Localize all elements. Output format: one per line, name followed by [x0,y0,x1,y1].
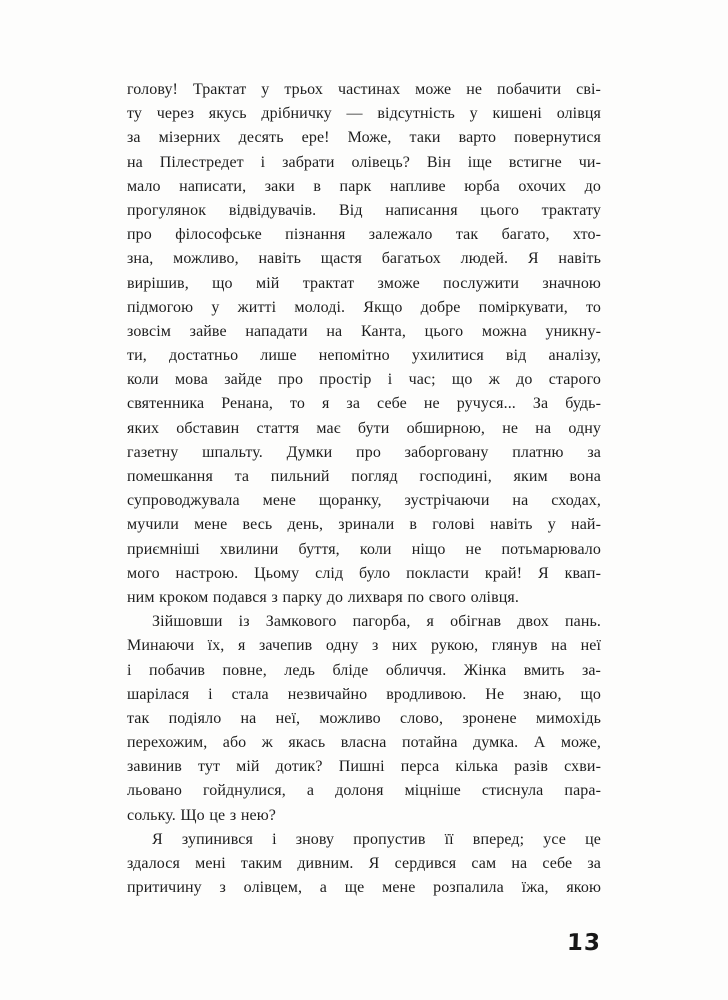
text-line: мого настрою. Цьому слід було покласти край! Я квап- [127,564,601,582]
text-line: про філософське пізнання залежало так багато, хто- [127,226,601,244]
text-line: на Пілестредет і забрати олівець? Він іще встигне чи- [127,153,601,171]
text-line: помешкання та пильний погляд господині, яким вона [127,468,601,485]
text-line: зна, можливо, навіть щастя багатьох людей. Я навіть [127,250,601,268]
text-line: ти, достатньо лише непомітно ухилитися від аналізу, [127,347,601,365]
text-line: притичину з олівцем, а ще мене розпалила їжа, якою [127,879,601,897]
text-line: коли мова зайде про простір і час; що ж до старого [127,371,601,389]
text-line: шарілася і стала незвичайно вродливою. Не знаю, що [127,685,601,703]
text-line: мало написати, заки в парк напливе юрба охочих до [127,177,601,195]
text-line: Я зупинився і знову пропустив її вперед; усе це [152,830,601,848]
text-line: ту через якусь дрібничку — відсутність у кишені олівця [127,105,601,123]
text-line: мучили мене весь день, зринали в голові навіть у най- [127,516,601,534]
text-line: сольку. Що це з нею? [127,806,276,824]
text-line: перехожим, або ж якась власна потайна думка. А може, [127,734,601,752]
text-line: завинив тут мій дотик? Пишні перса кілька разів схви- [127,758,601,776]
text-line: супроводжувала мене щоранку, зустрічаючи на сходах, [127,492,601,510]
text-line: Зійшовши із Замкового пагорба, я обігнав двох пань. [152,613,601,631]
text-line: так подіяло на неї, можливо слово, зронене мимохідь [127,709,601,727]
text-line: підмогою у житті молоді. Якщо добре поміркувати, то [127,298,601,316]
text-line: вирішив, що мій трактат зможе послужити значною [127,274,601,292]
text-line: здалося мені таким дивним. Я сердився сам на себе за [127,855,601,872]
page-number: 13 [566,930,602,956]
text-line: газетну шпальту. Думки про заборговану платню за [127,443,601,461]
text-line: Минаючи їх, я зачепив одну з них рукою, глянув на неї [127,637,601,655]
body-text [127,78,601,900]
text-line: прогулянок відвідувачів. Від написання цього трактату [127,201,601,219]
text-line: і побачив повне, ледь бліде обличчя. Жінка вмить за- [127,661,601,679]
text-line: за мізерних десять ере! Може, таки варто повернутися [127,129,601,147]
text-line: яких обставин стаття має бути обширною, не на одну [127,419,601,437]
text-line: приємніші хвилини буття, коли ніщо не потьмарювало [127,540,601,558]
text-line: голову! Трактат у трьох частинах може не побачити сві- [127,81,601,98]
text-line: святенника Ренана, то я за себе не ручуся... За будь- [127,395,601,413]
text-line: зовсім зайве нападати на Канта, цього можна уникну- [127,322,601,340]
text-line: ним кроком подався з парку до лихваря по свого олівця. [127,588,519,606]
text-line: льовано гойднулися, а долоня міцніше стиснула пара- [127,782,601,800]
